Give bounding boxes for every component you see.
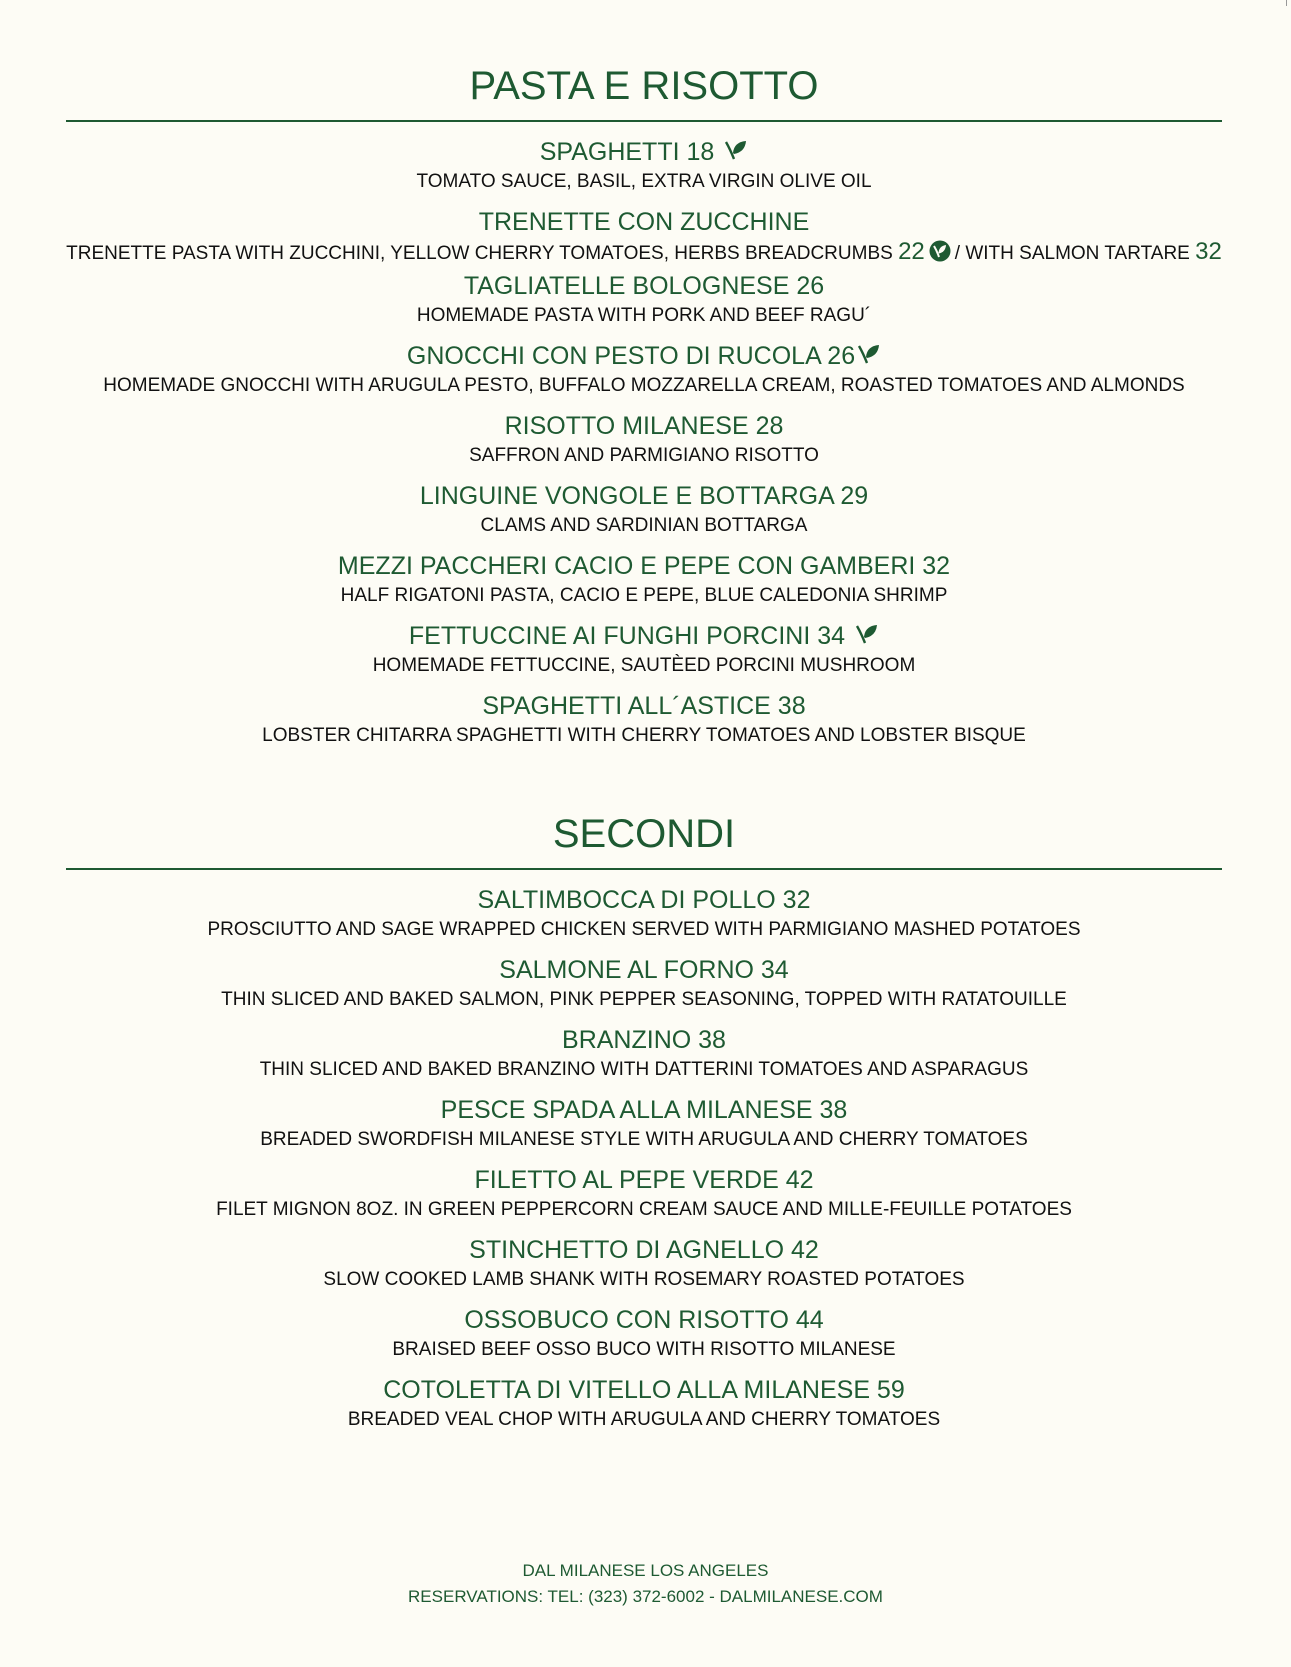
section-title: PASTA E RISOTTO — [469, 64, 819, 108]
dish-name: FILETTO AL PEPE VERDE 42 — [474, 1166, 814, 1194]
menu-item — [66, 620, 1222, 680]
dish-name: TRENETTE CON ZUCCHINE — [478, 208, 810, 236]
dish-name: COTOLETTA DI VITELLO ALLA MILANESE 59 — [383, 1376, 905, 1404]
dish-name: PESCE SPADA ALLA MILANESE 38 — [440, 1096, 848, 1124]
menu-item — [66, 480, 1222, 540]
section-secondi — [66, 810, 1222, 1434]
dish-description: HOMEMADE GNOCCHI WITH ARUGULA PESTO, BUFFALO MOZZARELLA CREAM, ROASTED TOMATOES AND ALMONDS — [103, 375, 1185, 396]
dish-name: BRANZINO 38 — [562, 1026, 726, 1054]
dish-name: SALTIMBOCCA DI POLLO 32 — [477, 886, 811, 914]
footer — [0, 1558, 1291, 1610]
dish-description: TRENETTE PASTA WITH ZUCCHINI, YELLOW CHERRY TOMATOES, HERBS BREADCRUMBS — [66, 243, 893, 264]
dish-name: GNOCCHI CON PESTO DI RUCOLA 26 — [406, 342, 856, 370]
dish-description: THIN SLICED AND BAKED BRANZINO WITH DATTERINI TOMATOES AND ASPARAGUS — [259, 1059, 1029, 1080]
dish-description: TOMATO SAUCE, BASIL, EXTRA VIRGIN OLIVE OIL — [416, 171, 872, 192]
section-pasta-e-risotto — [66, 62, 1222, 750]
salmon-option: / WITH SALMON TARTARE — [954, 243, 1190, 264]
dish-description: BRAISED BEEF OSSO BUCO WITH RISOTTO MILANESE — [392, 1339, 896, 1360]
menu-item — [66, 1374, 1222, 1434]
price: 22 — [898, 238, 925, 265]
dish-name-line — [66, 620, 1222, 652]
dish-description: PROSCIUTTO AND SAGE WRAPPED CHICKEN SERVED WITH PARMIGIANO MASHED POTATOES — [207, 919, 1081, 940]
menu-item — [66, 340, 1222, 400]
dish-name-line — [66, 136, 1222, 168]
menu-item — [66, 690, 1222, 750]
leaf-icon — [855, 623, 879, 645]
dish-description: HOMEMADE PASTA WITH PORK AND BEEF RAGU´ — [416, 305, 872, 326]
menu-item — [66, 1234, 1222, 1294]
dish-name: SPAGHETTI ALL´ASTICE 38 — [482, 692, 806, 720]
dish-name: LINGUINE VONGOLE E BOTTARGA 29 — [419, 482, 869, 510]
dish-description: THIN SLICED AND BAKED SALMON, PINK PEPPER SEASONING, TOPPED WITH RATATOUILLE — [221, 989, 1067, 1010]
reservations-line: RESERVATIONS: TEL: (323) 372-6002 - DALMILANESE.COM — [408, 1587, 883, 1606]
leaf-icon — [857, 343, 881, 365]
dish-description: HOMEMADE FETTUCCINE, SAUTÈED PORCINI MUSHROOM — [372, 655, 916, 676]
menu-items — [66, 884, 1222, 1434]
section-divider — [66, 868, 1222, 870]
menu-item — [66, 954, 1222, 1014]
dish-name: SALMONE AL FORNO 34 — [499, 956, 789, 984]
restaurant-name: DAL MILANESE LOS ANGELES — [522, 1561, 769, 1580]
dish-name: RISOTTO MILANESE 28 — [504, 412, 784, 440]
menu-item — [66, 206, 1222, 268]
dish-description: LOBSTER CHITARRA SPAGHETTI WITH CHERRY TOMATOES AND LOBSTER BISQUE — [262, 725, 1026, 746]
menu-item — [66, 550, 1222, 610]
dish-description: BREADED SWORDFISH MILANESE STYLE WITH ARUGULA AND CHERRY TOMATOES — [260, 1129, 1028, 1150]
menu-item — [66, 884, 1222, 944]
menu-item — [66, 1024, 1222, 1084]
section-divider — [66, 120, 1222, 122]
dish-description: BREADED VEAL CHOP WITH ARUGULA AND CHERRY TOMATOES — [347, 1409, 941, 1430]
menu-item — [66, 136, 1222, 196]
menu-item — [66, 270, 1222, 330]
dish-name-line — [66, 340, 1222, 372]
leaf-circle-icon — [929, 240, 951, 262]
menu-item — [66, 1304, 1222, 1364]
dish-name: FETTUCCINE AI FUNGHI PORCINI 34 — [408, 622, 846, 650]
dish-name: STINCHETTO DI AGNELLO 42 — [469, 1236, 819, 1264]
dish-description: SLOW COOKED LAMB SHANK WITH ROSEMARY ROASTED POTATOES — [323, 1269, 965, 1290]
dish-description-line — [66, 238, 1222, 268]
dish-name: OSSOBUCO CON RISOTTO 44 — [464, 1306, 824, 1334]
dish-description: CLAMS AND SARDINIAN BOTTARGA — [480, 515, 808, 536]
corner-mark — [1286, 0, 1287, 6]
dish-description: FILET MIGNON 8OZ. IN GREEN PEPPERCORN CREAM SAUCE AND MILLE-FEUILLE POTATOES — [216, 1199, 1072, 1220]
section-title: SECONDI — [552, 812, 736, 856]
dish-name: MEZZI PACCHERI CACIO E PEPE CON GAMBERI 32 — [337, 552, 951, 580]
menu-item — [66, 410, 1222, 470]
leaf-icon — [724, 139, 748, 161]
dish-name: TAGLIATELLE BOLOGNESE 26 — [463, 272, 825, 300]
dish-description: HALF RIGATONI PASTA, CACIO E PEPE, BLUE CALEDONIA SHRIMP — [340, 585, 948, 606]
dish-name: SPAGHETTI 18 — [539, 138, 715, 166]
price: 32 — [1195, 238, 1222, 265]
menu-items — [66, 136, 1222, 750]
menu-item — [66, 1094, 1222, 1154]
dish-description: SAFFRON AND PARMIGIANO RISOTTO — [469, 445, 819, 466]
menu-item — [66, 1164, 1222, 1224]
